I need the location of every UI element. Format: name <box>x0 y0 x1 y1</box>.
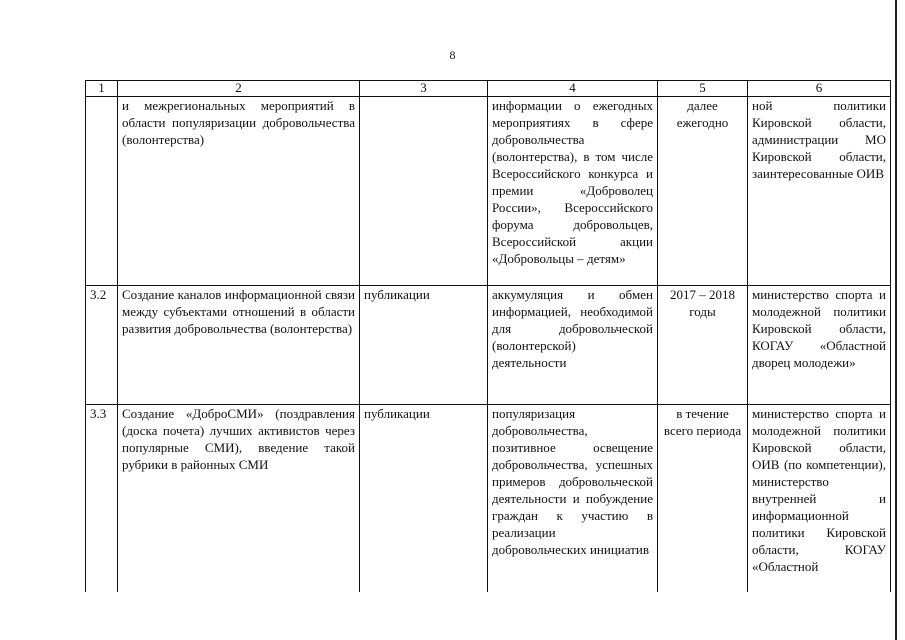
plan-table <box>85 80 891 592</box>
task-cell: и межрегиональных мероприятий в области популяризации добровольчества (волонтерства) <box>118 97 360 286</box>
term-cell: далее ежегодно <box>658 97 748 286</box>
result-cell: информации о ежегодных мероприятиях в сфере добровольчества (волонтерства), в том числе Всероссийского конкурса и премии «Доброволец России», Всероссийского форума добровольцев, Всероссийской акции «Добровольцы – детям» <box>488 97 658 286</box>
header-cell: 3 <box>360 81 488 97</box>
form-cell: публикации <box>360 405 488 593</box>
table-row <box>86 405 891 593</box>
header-cell: 6 <box>748 81 891 97</box>
page-number: 8 <box>449 48 456 62</box>
executor-cell: ной политики Кировской области, администрации МО Кировской области, заинтересованные ОИВ <box>748 97 891 286</box>
form-cell <box>360 97 488 286</box>
page-edge-line <box>895 0 897 640</box>
result-cell: аккумуляция и обмен информацией, необходимой для добровольческой (волонтерской) деятельности <box>488 286 658 405</box>
result-cell: популяризация добровольчества, позитивное освещение добровольчества, успешных примеров добровольческой деятельности и побуждение граждан к участию в реализации добровольческих инициатив <box>488 405 658 593</box>
term-cell: в течение всего периода <box>658 405 748 593</box>
header-cell: 4 <box>488 81 658 97</box>
task-cell: Создание «ДоброСМИ» (поздравления (доска почета) лучших активистов через популярные СМИ), введение такой рубрики в районных СМИ <box>118 405 360 593</box>
table-row <box>86 97 891 286</box>
table-row <box>86 286 891 405</box>
term-cell: 2017 – 2018 годы <box>658 286 748 405</box>
row-number <box>86 97 118 286</box>
header-cell: 5 <box>658 81 748 97</box>
executor-cell: министерство спорта и молодежной политики Кировской области, КОГАУ «Областной дворец молодежи» <box>748 286 891 405</box>
header-cell: 2 <box>118 81 360 97</box>
form-cell: публикации <box>360 286 488 405</box>
row-number: 3.3 <box>86 405 118 593</box>
row-number: 3.2 <box>86 286 118 405</box>
executor-cell: министерство спорта и молодежной политики Кировской области, ОИВ (по компетенции), министерство внутренней и информационной политики Кировской области, КОГАУ «Областной <box>748 405 891 593</box>
header-row <box>86 81 891 97</box>
header-cell: 1 <box>86 81 118 97</box>
task-cell: Создание каналов информационной связи между субъектами отношений в области развития добровольчества (волонтерства) <box>118 286 360 405</box>
